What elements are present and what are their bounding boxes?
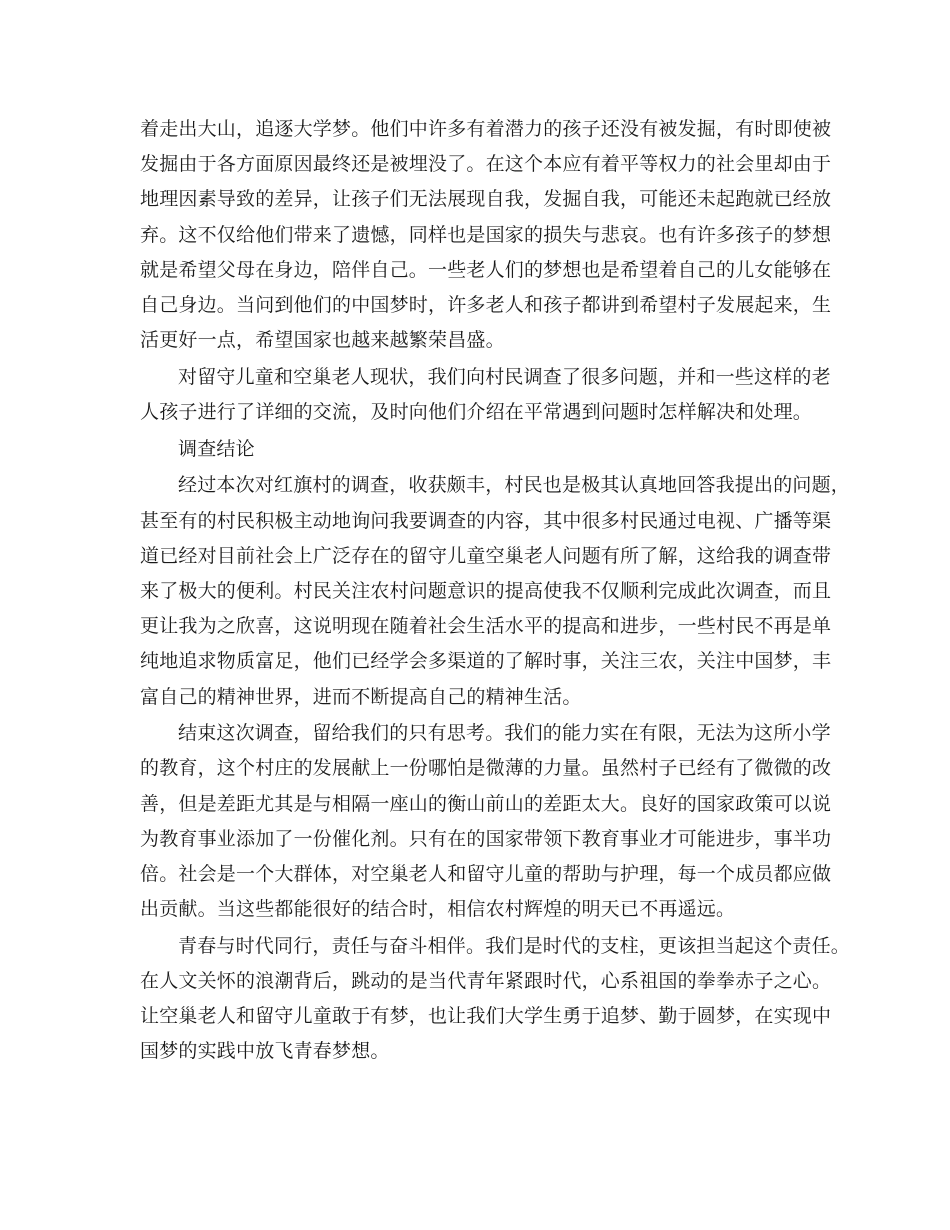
paragraph-line: 在人文关怀的浪潮背后，跳动的是当代青年紧跟时代，心系祖国的拳拳赤子之心。 (140, 970, 832, 992)
paragraph-line: 弃。这不仅给他们带来了遗憾，同样也是国家的损失与悲哀。也有许多孩子的梦想 (140, 223, 832, 246)
paragraph-line: 为教育事业添加了一份催化剂。只有在的国家带领下教育事业才可能进步，事半功 (140, 827, 832, 850)
paragraph-line: 的教育，这个村庄的发展献上一份哪怕是微薄的力量。虽然村子已经有了微微的改 (140, 757, 832, 780)
paragraph-line: 就是希望父母在身边，陪伴自己。一些老人们的梦想也是希望着自己的儿女能够在 (140, 258, 832, 281)
paragraph-line: 倍。社会是一个大群体，对空巢老人和留守儿童的帮助与护理，每一个成员都应做 (140, 862, 832, 885)
paragraph (140, 468, 851, 714)
paragraph (140, 929, 851, 1070)
paragraph (140, 716, 840, 927)
paragraph-line: 结束这次调查，留给我们的只有思考。我们的能力实在有限，无法为这所小学 (178, 722, 831, 745)
paragraph-line: 来了极大的便利。村民关注农村问题意识的提高使我不仅顺利完成此次调查，而且 (140, 579, 832, 602)
paragraph-line: 经过本次对红旗村的调查，收获颇丰，村民也是极其认真地回答我提出的问题， (178, 474, 851, 497)
paragraph-line: 道已经对目前社会上广泛存在的留守儿童空巢老人问题有所了解，这给我的调查带 (140, 544, 832, 567)
paragraph-line: 对留守儿童和空巢老人现状，我们向村民调查了很多问题，并和一些这样的老 (178, 365, 831, 388)
paragraph (140, 112, 840, 358)
paragraph-line: 更让我为之欣喜，这说明现在随着社会生活水平的提高和进步，一些村民不再是单 (140, 615, 832, 638)
paragraph-line: 出贡献。当这些都能很好的结合时，相信农村辉煌的明天已不再遥远。 (140, 898, 736, 921)
paragraph-line: 活更好一点，希望国家也越来越繁荣昌盛。 (140, 329, 505, 352)
document-body (140, 112, 851, 1070)
paragraph (140, 360, 840, 430)
paragraph-line: 纯地追求物质富足，他们已经学会多渠道的了解时事，关注三农，关注中国梦，丰 (140, 650, 832, 673)
paragraph-line: 国梦的实践中放飞青春梦想。 (140, 1040, 390, 1063)
paragraph-line: 人孩子进行了详细的交流，及时向他们介绍在平常遇到问题时怎样解决和处理。 (140, 401, 813, 423)
paragraph-line: 让空巢老人和留守儿童敢于有梦，也让我们大学生勇于追梦、勤于圆梦，在实现中 (140, 1005, 832, 1028)
section-heading-text: 调查结论 (178, 437, 255, 460)
section-heading (140, 432, 840, 467)
paragraph-line: 善，但是差距尤其是与相隔一座山的衡山前山的差距太大。良好的国家政策可以说 (140, 792, 832, 815)
paragraph-line: 甚至有的村民积极主动地询问我要调查的内容，其中很多村民通过电视、广播等渠 (140, 509, 832, 532)
paragraph-line: 富自己的精神世界，进而不断提高自己的精神生活。 (140, 685, 582, 708)
paragraph-line: 地理因素导致的差异，让孩子们无法展现自我，发掘自我，可能还未起跑就已经放 (140, 188, 832, 211)
paragraph-line: 着走出大山，追逐大学梦。他们中许多有着潜力的孩子还没有被发掘，有时即使被 (140, 118, 832, 140)
paragraph-line: 青春与时代同行，责任与奋斗相伴。我们是时代的支柱，更该担当起这个责任。 (178, 934, 851, 957)
paragraph-line: 发掘由于各方面原因最终还是被埋没了。在这个本应有着平等权力的社会里却由于 (140, 153, 832, 176)
paragraph-line: 自己身边。当问到他们的中国梦时，许多老人和孩子都讲到希望村子发展起来，生 (140, 293, 832, 316)
